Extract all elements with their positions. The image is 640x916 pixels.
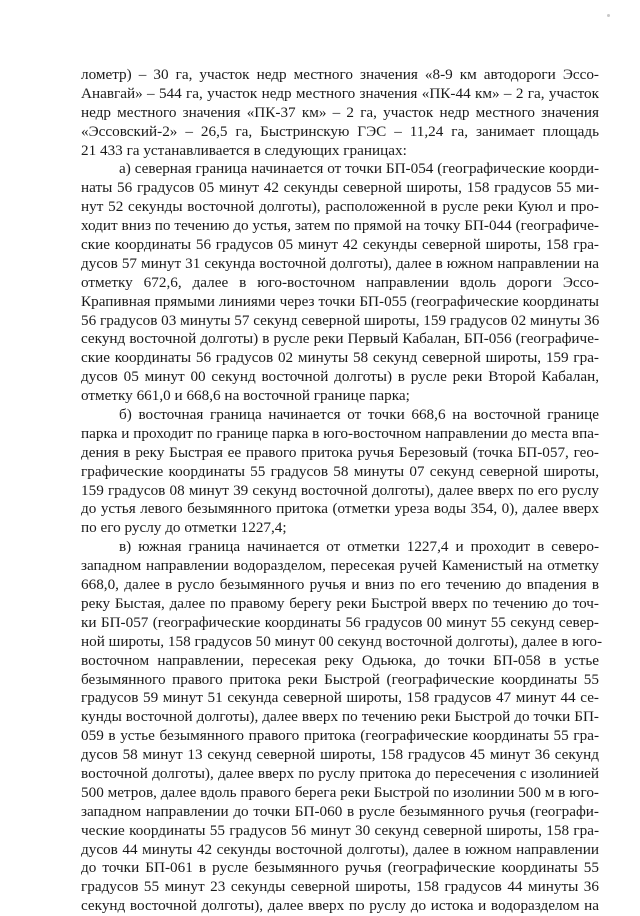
text-line: безымянного правого притока реки Быстрой (географические координаты 55 [81, 670, 599, 688]
text-line: ческие координаты 55 градусов 56 минут 30 секунд северной широты, 158 гра- [81, 821, 599, 839]
text-line: отметку 661,0 и 668,6 на восточной границе парка; [81, 387, 410, 405]
text-line: наты 56 градусов 05 минут 42 секунды северной широты, 158 градусов 55 ми- [81, 179, 599, 197]
text-line: до точки БП-061 в русле безымянного ручья (географические координаты 55 [81, 859, 599, 877]
text-line: 668,0, далее в русло безымянного ручья и вниз по его течению до впадения в [81, 576, 599, 594]
scan-speck [607, 14, 610, 17]
text-line: градусов 59 минут 51 секунда северной широты, 158 градусов 47 минут 44 се- [81, 689, 599, 707]
text-line: дусов 44 минуты 42 секунды восточной долготы), далее в южном направлении [81, 840, 599, 858]
paragraph-b-first-line: б) восточная граница начинается от точки 668,6 на восточной границе [119, 406, 599, 424]
text-line: ходит вниз по течению до устья, затем по прямой на точку БП-044 (географиче- [81, 217, 599, 235]
text-line: парка и проходит по границе парка в юго-восточном направлении до места впа- [81, 424, 599, 442]
text-line: 159 градусов 08 минут 39 секунд восточной долготы), далее вверх по его руслу [81, 481, 599, 499]
text-line: западном направлении до точки БП-060 в русле безымянного ручья (географи- [81, 802, 599, 820]
text-line: секунд восточной долготы), далее вверх по руслу до истока и водоразделом на [81, 897, 599, 915]
text-line: «Эссовский-2» – 26,5 га, Быстринскую ГЭС – 11,24 га, занимает площадь [81, 122, 599, 140]
text-line: ной широты, 158 градусов 50 минут 00 секунд восточной долготы), далее в юго- [81, 632, 603, 650]
text-line: секунд восточной долготы) в русле реки Первый Кабалан, БП-056 (географиче- [81, 330, 599, 348]
text-line: до устья левого безымянного притока (отметки уреза воды 354, 0), далее вверх [81, 500, 599, 518]
document-body-text [81, 66, 603, 916]
text-line: Крапивная прямыми линиями через точки БП-055 (географические координаты [81, 292, 599, 310]
text-line: градусов 55 минут 23 секунды северной широты, 158 градусов 44 минуты 36 [81, 878, 599, 896]
text-line: восточной долготы), далее вверх по руслу притока до пересечения с изолинией [81, 764, 599, 782]
text-line: восточном направлении, пересекая реку Одьюка, до точки БП-058 в устье [81, 651, 599, 669]
text-line: 56 градусов 03 минуты 57 секунд северной широты, 159 градусов 02 минуты 36 [81, 311, 600, 329]
text-line: лометр) – 30 га, участок недр местного значения «8-9 км автодороги Эссо- [81, 66, 599, 83]
text-line: реку Быстая, далее по правому берегу реки Быстрой вверх по течению до точ- [81, 594, 599, 612]
text-line: ки БП-057 (географические координаты 56 градусов 00 минут 55 секунд север- [81, 613, 599, 631]
text-line: Анавгай» – 544 га, участок недр местного значения «ПК-44 км» – 2 га, участок [81, 84, 599, 102]
text-line: 059 в устье безымянного правого притока (географические координаты 55 гра- [81, 727, 599, 745]
text-line: по его руслу до отметки 1227,4; [81, 519, 287, 537]
text-line: нут 52 секунды восточной долготы), расположенной в русле реки Куюл и про- [81, 198, 599, 216]
text-line: дусов 58 минут 13 секунд северной широты, 158 градусов 45 минут 36 секунд [81, 746, 599, 764]
text-line: дусов 57 минут 31 секунда восточной долготы), далее в южном направлении на [81, 254, 599, 272]
text-line: дусов 05 минут 00 секунд восточной долготы) в русле реки Второй Кабалан, [81, 368, 599, 386]
text-line: западном направлении водоразделом, пересекая ручей Каменистый на отметку [81, 557, 599, 575]
text-line: отметку 672,6, далее в юго-восточном направлении вдоль дороги Эссо- [81, 273, 599, 291]
paragraph-c-first-line: в) южная граница начинается от отметки 1227,4 и проходит в северо- [119, 538, 599, 556]
text-line: дения в реку Быстрая ее правого притока ручья Березовый (точка БП-057, гео- [81, 443, 599, 461]
text-line: 500 метров, далее вдоль правого берега реки Быстрой по изолинии 500 м в юго- [81, 783, 599, 801]
text-line: ские координаты 56 градусов 05 минут 42 секунды северной широты, 158 гра- [81, 236, 599, 254]
text-line: графические координаты 55 градусов 58 минуты 07 секунд северной широты, [81, 462, 599, 480]
text-line: ские координаты 56 градусов 02 минуты 58 секунд северной широты, 159 гра- [81, 349, 599, 367]
text-line: недр местного значения «ПК-37 км» – 2 га, участок недр местного значения [81, 103, 599, 121]
text-line: 21 433 га устанавливается в следующих границах: [81, 141, 407, 159]
paragraph-a-first-line: а) северная граница начинается от точки БП-054 (географические коорди- [119, 160, 599, 178]
text-line: кунды восточной долготы), далее вверх по течению реки Быстрой до точки БП- [81, 708, 599, 726]
